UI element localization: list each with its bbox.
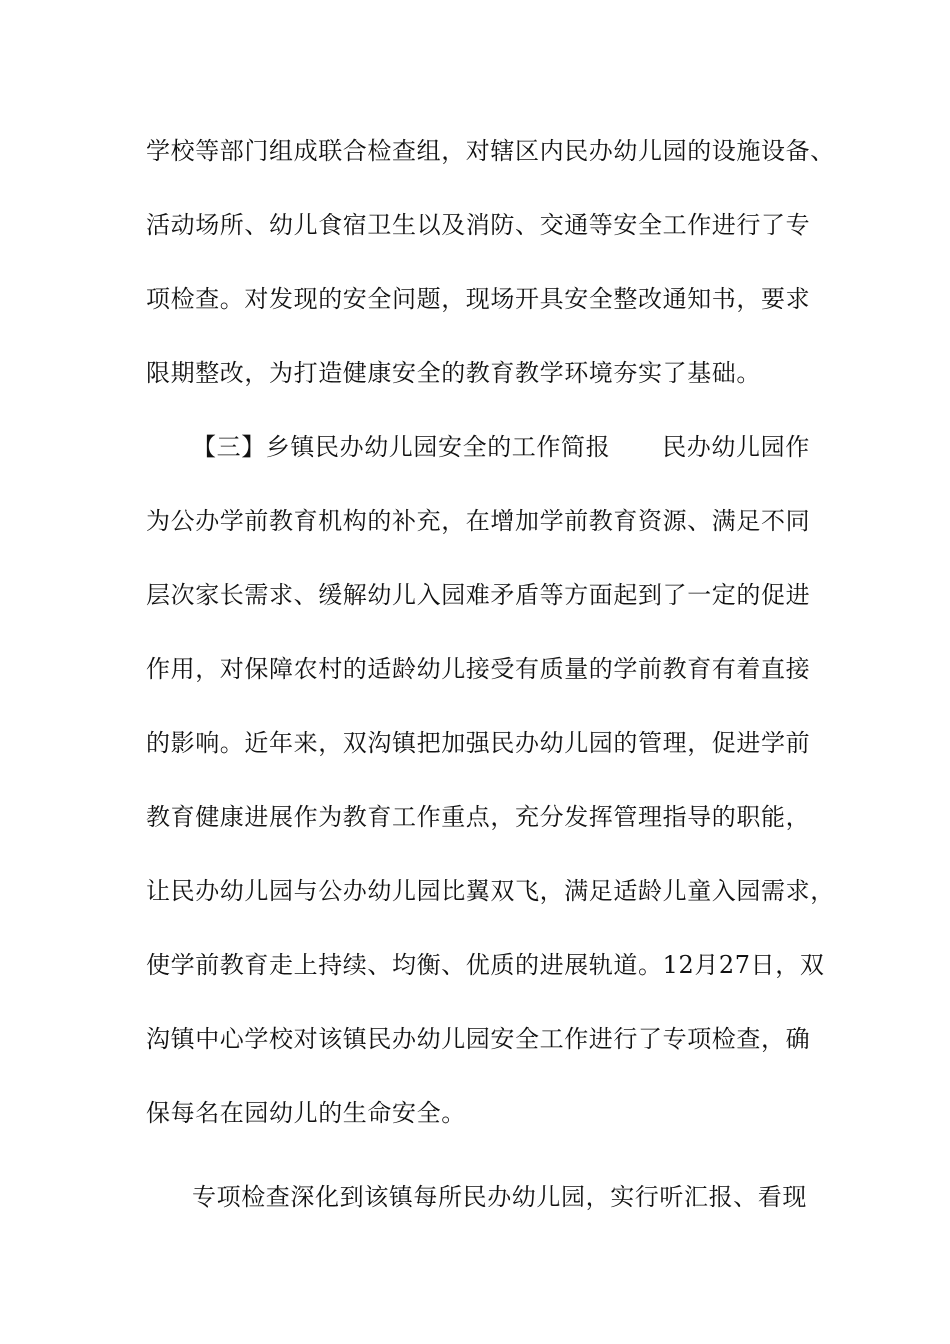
body-text-line: 教育健康进展作为教育工作重点，充分发挥管理指导的职能，	[146, 803, 811, 831]
body-text-line: 使学前教育走上持续、均衡、优质的进展轨道。12月27日，双	[146, 951, 825, 979]
paragraph-first-line: 专项检查深化到该镇每所民办幼儿园，实行听汇报、看现	[192, 1183, 807, 1211]
section-heading-line	[192, 432, 892, 462]
paragraph-start: 民办幼儿园作	[662, 433, 810, 461]
section-heading: 【三】乡镇民办幼儿园安全的工作简报	[192, 433, 611, 461]
body-text-line: 层次家长需求、缓解幼儿入园难矛盾等方面起到了一定的促进	[146, 581, 811, 609]
body-text-line: 项检查。对发现的安全问题，现场开具安全整改通知书，要求	[146, 285, 811, 313]
body-text-line: 保每名在园幼儿的生命安全。	[146, 1099, 466, 1127]
body-text-line: 活动场所、幼儿食宿卫生以及消防、交通等安全工作进行了专	[146, 211, 811, 239]
body-text-line: 学校等部门组成联合检查组，对辖区内民办幼儿园的设施设备、	[146, 137, 835, 165]
body-text-line: 沟镇中心学校对该镇民办幼儿园安全工作进行了专项检查，确	[146, 1025, 811, 1053]
body-text-line: 让民办幼儿园与公办幼儿园比翼双飞，满足适龄儿童入园需求，	[146, 877, 835, 905]
body-text-line: 的影响。近年来，双沟镇把加强民办幼儿园的管理，促进学前	[146, 729, 811, 757]
body-text-line: 限期整改，为打造健康安全的教育教学环境夯实了基础。	[146, 359, 761, 387]
body-text-line: 为公办学前教育机构的补充，在增加学前教育资源、满足不同	[146, 507, 811, 535]
body-text-line: 作用，对保障农村的适龄幼儿接受有质量的学前教育有着直接	[146, 655, 811, 683]
